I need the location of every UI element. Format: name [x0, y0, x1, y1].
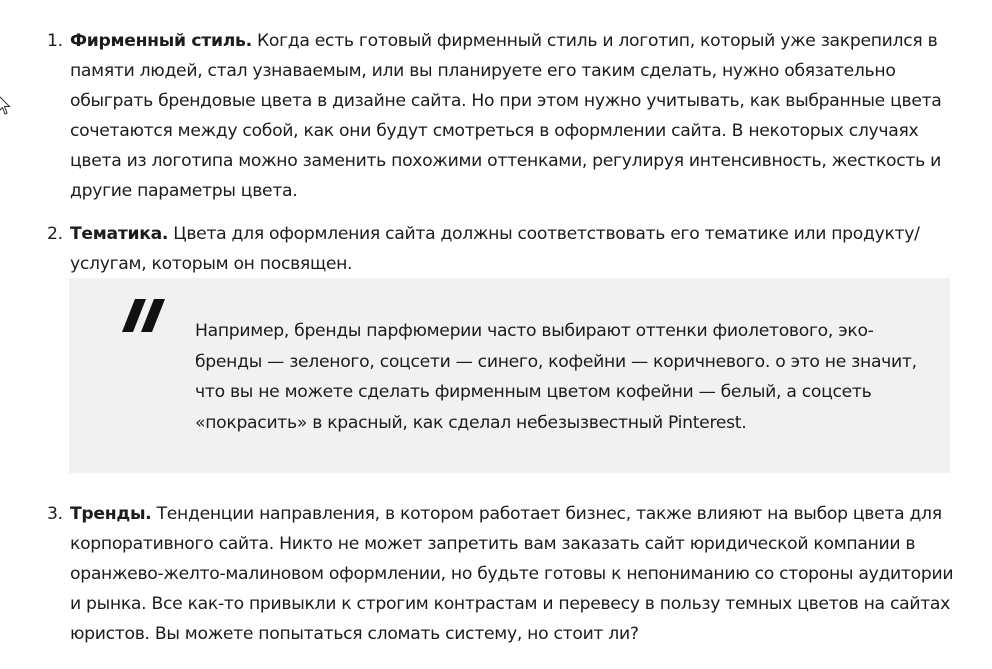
list-item-title: Тренды. [70, 504, 152, 524]
quote-text: Например, бренды парфюмерии часто выбирают оттенки фиолетового, эко-бренды — зеленого, соцсети — синего, кофейни — коричневого. о это не значит, что вы не можете сделать фирменным цветом кофейни — белый, а соцсеть «покрасить» в красный, как сделал небезызвестный Pinterest. [195, 321, 917, 433]
blockquote [69, 278, 950, 473]
list-item-text: Тенденции направления, в котором работает бизнес, также влияют на выбор цвета для корпоративного сайта. Никто не может запретить вам заказать сайт юридической компании в оранжево-желто-малиновом оформлении, но будьте готовы к непониманию со стороны аудитории и рынка. Все как-то привыкли к строгим контрастам и перевесу в пользу темных цветов на сайтах юристов. Вы можете попытаться сломать систему, но стоит ли? [70, 504, 954, 644]
list-item-text: Цвета для оформления сайта должны соответствовать его тематике или продукту/услугам, которым он посвящен. [70, 224, 920, 274]
list-item-title: Фирменный стиль. [70, 31, 252, 51]
quote-mark-icon [119, 296, 169, 336]
list-number: 1. [47, 31, 63, 51]
list-item-theme [47, 219, 967, 279]
list-item-trends [47, 499, 967, 649]
list-item-title: Тематика. [70, 224, 169, 244]
mouse-cursor-icon [0, 95, 12, 117]
list-item-brand-style [47, 26, 967, 206]
list-item-text: Когда есть готовый фирменный стиль и логотип, который уже закрепился в памяти людей, стал узнаваемым, или вы планируете его таким сделать, нужно обязательно обыграть брендовые цвета в дизайне сайта. Но при этом нужно учитывать, как выбранные цвета сочетаются между собой, как они будут смотреться в оформлении сайта. В некоторых случаях цвета из логотипа можно заменить похожими оттенками, регулируя интенсивность, жесткость и другие параметры цвета. [70, 31, 942, 201]
list-number: 2. [47, 224, 63, 244]
list-number: 3. [47, 504, 63, 524]
